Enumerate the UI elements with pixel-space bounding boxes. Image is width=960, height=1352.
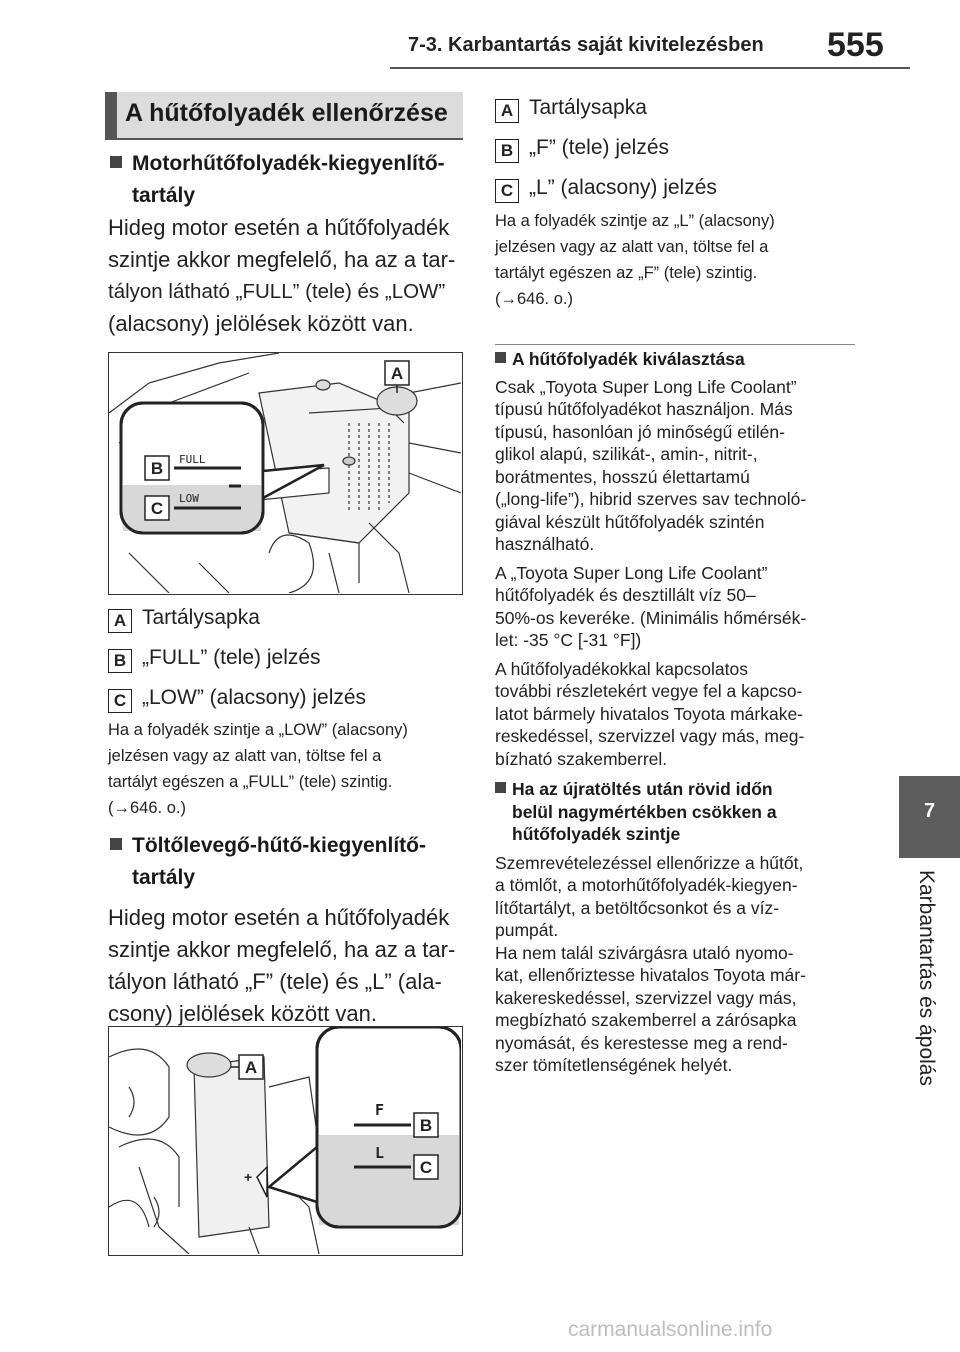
legend-key: C	[108, 689, 132, 713]
section-title-rule	[105, 138, 463, 140]
text-line: szintje akkor megfelelő, ha az a tar-	[108, 247, 456, 272]
text-line: giával készült hűtőfolyadék szintén	[495, 511, 765, 532]
note-engine-tank	[108, 717, 408, 821]
text-line: jelzésen vagy az alatt van, töltse fel a	[495, 238, 769, 256]
text-line: let: -35 °C [-31 °F])	[495, 630, 642, 650]
legend-item	[108, 678, 366, 718]
legend-text: „FULL” (tele) jelzés	[142, 646, 321, 669]
legend-key: A	[495, 99, 519, 123]
text-line: tartályt egészen az „F” (tele) szintig.	[495, 264, 758, 282]
text-line: használható.	[495, 534, 595, 554]
text-line: Csak „Toyota Super Long Life Coolant”	[495, 376, 797, 397]
legend-text: Tartálysapka	[142, 606, 260, 629]
subheading-line: tartály	[132, 866, 196, 889]
callout-a: A	[244, 1058, 258, 1077]
text-line: tályon látható „F” (tele) és „L” (ala-	[108, 969, 442, 994]
text-line: típusú hűtőfolyadékot használjon. Más	[495, 399, 793, 419]
text-line: Szemrevételezéssel ellenőrizze a hűtőt,	[495, 852, 804, 873]
subheading-line: tartály	[132, 184, 196, 207]
legend-text: Tartálysapka	[529, 96, 647, 119]
text-line: hűtőfolyadék és desztillált víz 50–	[495, 585, 756, 605]
callout-a: A	[390, 364, 404, 383]
paragraph-intercooler-tank	[108, 902, 455, 1030]
text-line: szer tömítetlenségének helyét.	[495, 1055, 733, 1075]
text-line: 50%-os keveréke. (Minimális hőmérsék-	[495, 607, 807, 628]
info-heading	[495, 348, 855, 371]
header-rule	[390, 67, 910, 69]
legend-engine-tank	[108, 598, 366, 718]
info-heading-text: hűtőfolyadék szintje	[512, 824, 681, 844]
text-line: jelzésen vagy az alatt van, töltse fel a	[108, 747, 382, 765]
legend-text: „L” (alacsony) jelzés	[529, 176, 717, 199]
chapter-title: 7-3. Karbantartás saját kivitelezésben	[408, 34, 764, 56]
text-line: Ha a folyadék szintje az „L” (alacsony)	[495, 212, 775, 230]
intercooler-tank-illustration	[109, 1027, 461, 1254]
legend-item	[495, 88, 717, 128]
text-line: megbízható szakemberrel a zárósapka	[495, 1010, 797, 1030]
square-bullet-icon	[110, 156, 122, 168]
legend-item	[108, 638, 366, 678]
legend-key: A	[108, 609, 132, 633]
watermark: carmanualsonline.info	[568, 1318, 773, 1341]
square-bullet-icon	[110, 838, 122, 850]
text-line: tartályt egészen a „FULL” (tele) szintig.	[108, 773, 393, 791]
info-heading-text: A hűtőfolyadék kiválasztása	[512, 349, 745, 369]
low-mark-label: LOW	[179, 492, 199, 505]
subheading-intercooler-tank	[110, 830, 426, 894]
text-line: szintje akkor megfelelő, ha az a tar-	[108, 937, 456, 962]
figure-engine-coolant-tank	[108, 352, 463, 595]
info-paragraph	[495, 658, 855, 771]
chapter-tab-label	[880, 870, 960, 1170]
text-line: Ha nem talál szivárgásra utaló nyomo-	[495, 942, 794, 963]
text-line: a tömlőt, a motorhűtőfolyadék-kiegyen-	[495, 875, 798, 895]
f-mark-label: F	[375, 1101, 385, 1119]
legend-key: B	[108, 649, 132, 673]
text-line: pumpát.	[495, 920, 559, 940]
info-paragraph	[495, 562, 855, 652]
info-paragraph	[495, 376, 855, 556]
text-line: további részletekért vegye fel a kapcso-	[495, 681, 803, 701]
text-line: Hideg motor esetén a hűtőfolyadék	[108, 905, 450, 930]
text-line: glikol alapú, szilikát-, amin-, nitrit-,	[495, 444, 758, 464]
figure-intercooler-tank	[108, 1026, 463, 1256]
text-line: tályon látható „FULL” (tele) és „LOW”	[108, 280, 446, 303]
paragraph-engine-tank	[108, 212, 455, 340]
text-line: A hűtőfolyadékokkal kapcsolatos	[495, 658, 748, 679]
subheading-line: Töltőlevegő-hűtő-kiegyenlítő-	[132, 834, 426, 857]
info-heading	[495, 778, 855, 846]
legend-key: C	[495, 179, 519, 203]
full-mark-label: FULL	[179, 453, 206, 466]
text-line: A „Toyota Super Long Life Coolant”	[495, 562, 768, 583]
text-line: (→646. o.)	[108, 799, 186, 817]
l-mark-label: L	[375, 1144, 385, 1162]
callout-c: C	[419, 1158, 433, 1177]
text-line: kat, ellenőriztesse hivatalos Toyota már-	[495, 965, 806, 985]
legend-text: „LOW” (alacsony) jelzés	[142, 686, 367, 709]
subheading-line: Motorhűtőfolyadék-kiegyenlítő-	[132, 152, 445, 175]
text-line: (alacsony) jelölések között van.	[108, 311, 414, 336]
text-line: (→646. o.)	[495, 290, 573, 308]
text-line: kakereskedéssel, szervizzel vagy más,	[495, 987, 797, 1008]
text-line: („long-life”), hibrid szerves sav technoló-	[495, 489, 807, 509]
chapter-tab-number: 7	[923, 800, 936, 822]
separator	[495, 344, 855, 345]
engine-tank-illustration	[109, 353, 461, 593]
info-heading-text: Ha az újratöltés után rövid időn	[512, 779, 773, 799]
legend-item	[108, 598, 366, 638]
text-line: borátmentes, hosszú élettartamú	[495, 466, 750, 487]
legend-text: „F” (tele) jelzés	[529, 136, 670, 159]
section-title: A hűtőfolyadék ellenőrzése	[105, 92, 463, 138]
square-bullet-icon	[495, 782, 506, 793]
callout-b: B	[150, 459, 164, 478]
text-line: lítőtartályt, a betöltőcsonkot és a víz-	[495, 897, 780, 918]
callout-b: B	[419, 1116, 433, 1135]
text-line: Ha a folyadék szintje a „LOW” (alacsony)	[108, 721, 408, 739]
info-paragraph	[495, 852, 855, 1077]
text-line: típusú, hasonlóan jó minőségű etilén-	[495, 421, 785, 442]
callout-c: C	[150, 499, 164, 518]
svg-text:+: +	[244, 1169, 253, 1185]
legend-item	[495, 168, 717, 208]
info-coolant-selection	[495, 348, 855, 1077]
chapter-tab-label-text: Karbantartás és ápolás	[915, 870, 938, 1086]
text-line: bízható szakemberrel.	[495, 748, 668, 769]
text-line: csony) jelölések között van.	[108, 1001, 378, 1026]
text-line: Hideg motor esetén a hűtőfolyadék	[108, 215, 450, 240]
legend-item	[495, 128, 717, 168]
text-line: latot bármely hivatalos Toyota márkake-	[495, 703, 804, 724]
note-intercooler-tank	[495, 208, 775, 312]
text-line: reskedéssel, szervizzel vagy más, meg-	[495, 726, 805, 746]
page-number: 555	[827, 26, 884, 64]
text-line: nyomását, és kerestesse meg a rend-	[495, 1032, 788, 1053]
subheading-engine-tank	[110, 148, 445, 212]
legend-key: B	[495, 139, 519, 163]
info-heading-text: belül nagymértékben csökken a	[512, 801, 777, 822]
square-bullet-icon	[495, 352, 506, 363]
legend-intercooler-tank	[495, 88, 717, 208]
